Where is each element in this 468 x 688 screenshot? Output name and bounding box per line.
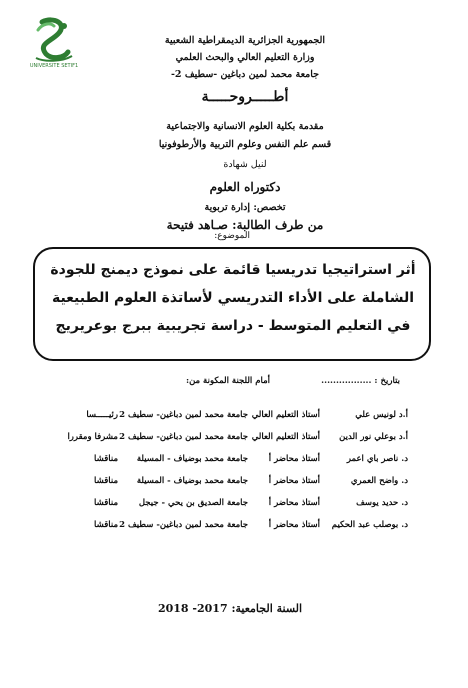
topic-label: الموضوع: — [214, 231, 250, 241]
member-role: مناقشا — [94, 520, 118, 530]
republic-name: الجمهورية الجزائرية الديمقراطية الشعبية — [164, 35, 326, 46]
university-logo — [24, 14, 84, 80]
member-rank: أستاذ التعليم العالي — [251, 432, 320, 442]
member-university: جامعة الصديق بن يحي - جيجل — [138, 498, 248, 508]
member-name: د. بوصلب عبد الحكيم — [331, 520, 408, 530]
committee-row — [0, 496, 468, 510]
member-university: جامعة محمد لمين دباغين- سطيف 2 — [119, 520, 248, 530]
committee-row — [0, 408, 468, 422]
thesis-topic: أثر استراتيجيا تدريسيا قائمة على نموذج ديمنج للجودة الشاملة على الأداء التدريسي لأساتذة العلوم الطبيعية في التعليم المتوسط - دراسة تجريبية ببرج بوعريريج — [50, 262, 416, 334]
member-role: مشرفا ومقررا — [67, 432, 118, 442]
member-university: جامعة محمد لمين دباغين- سطيف 2 — [119, 432, 248, 442]
member-name: أ.د لونيس علي — [355, 410, 408, 420]
member-name: د. حديد يوسف — [356, 498, 408, 508]
ministry-name: وزارة التعليم العالي والبحث العلمي — [175, 52, 315, 63]
department-name: قسم علم النفس وعلوم التربية والأرطوفونيا — [158, 139, 332, 150]
member-rank: أستاذ محاضر أ — [268, 454, 320, 464]
committee-row — [0, 452, 468, 466]
university-emblem-icon — [24, 14, 84, 64]
member-university: جامعة محمد بوضياف - المسيلة — [136, 454, 248, 464]
member-role: مناقشا — [94, 498, 118, 508]
committee-header — [60, 376, 400, 390]
academic-year: السنة الجامعية: 2017- 2018 — [157, 602, 303, 615]
member-university: جامعة محمد بوضياف - المسيلة — [136, 476, 248, 486]
member-role: مناقشا — [94, 476, 118, 486]
member-rank: أستاذ محاضر أ — [268, 520, 320, 530]
member-university: جامعة محمد لمين دباغين- سطيف 2 — [119, 410, 248, 420]
member-name: د. ناصر باي اعمر — [346, 454, 408, 464]
member-rank: أستاذ محاضر أ — [268, 498, 320, 508]
member-role: مناقشا — [94, 454, 118, 464]
member-rank: أستاذ محاضر أ — [268, 476, 320, 486]
committee-row — [0, 474, 468, 488]
committee-row — [0, 430, 468, 444]
member-rank: أستاذ التعليم العالي — [251, 410, 320, 420]
university-name: جامعة محمد لمين دباغين -سطيف 2- — [170, 69, 320, 80]
document-type: أطـــــروحـــــة — [201, 89, 289, 105]
author: من طرف الطالبة: صـاهد فتيحة — [166, 218, 324, 232]
degree-intro: لنيل شهادة — [223, 159, 267, 170]
degree-title: دكتوراه العلوم — [209, 180, 281, 194]
member-name: أ.د بوعلي نور الدين — [339, 432, 408, 442]
committee-label: أمام اللجنة المكونة من: — [185, 376, 270, 386]
specialty: تخصص: إدارة تربوية — [204, 202, 286, 213]
defense-date: بتاريخ : ................. — [321, 376, 400, 386]
logo-caption: UNIVERSITE SETIF1 — [29, 63, 79, 69]
member-role: رئيـــــسا — [86, 410, 118, 420]
committee-row — [0, 518, 468, 532]
member-name: د. واضح العمري — [350, 476, 408, 486]
faculty-name: مقدمة بكلية العلوم الانسانية والاجتماعية — [166, 121, 324, 132]
